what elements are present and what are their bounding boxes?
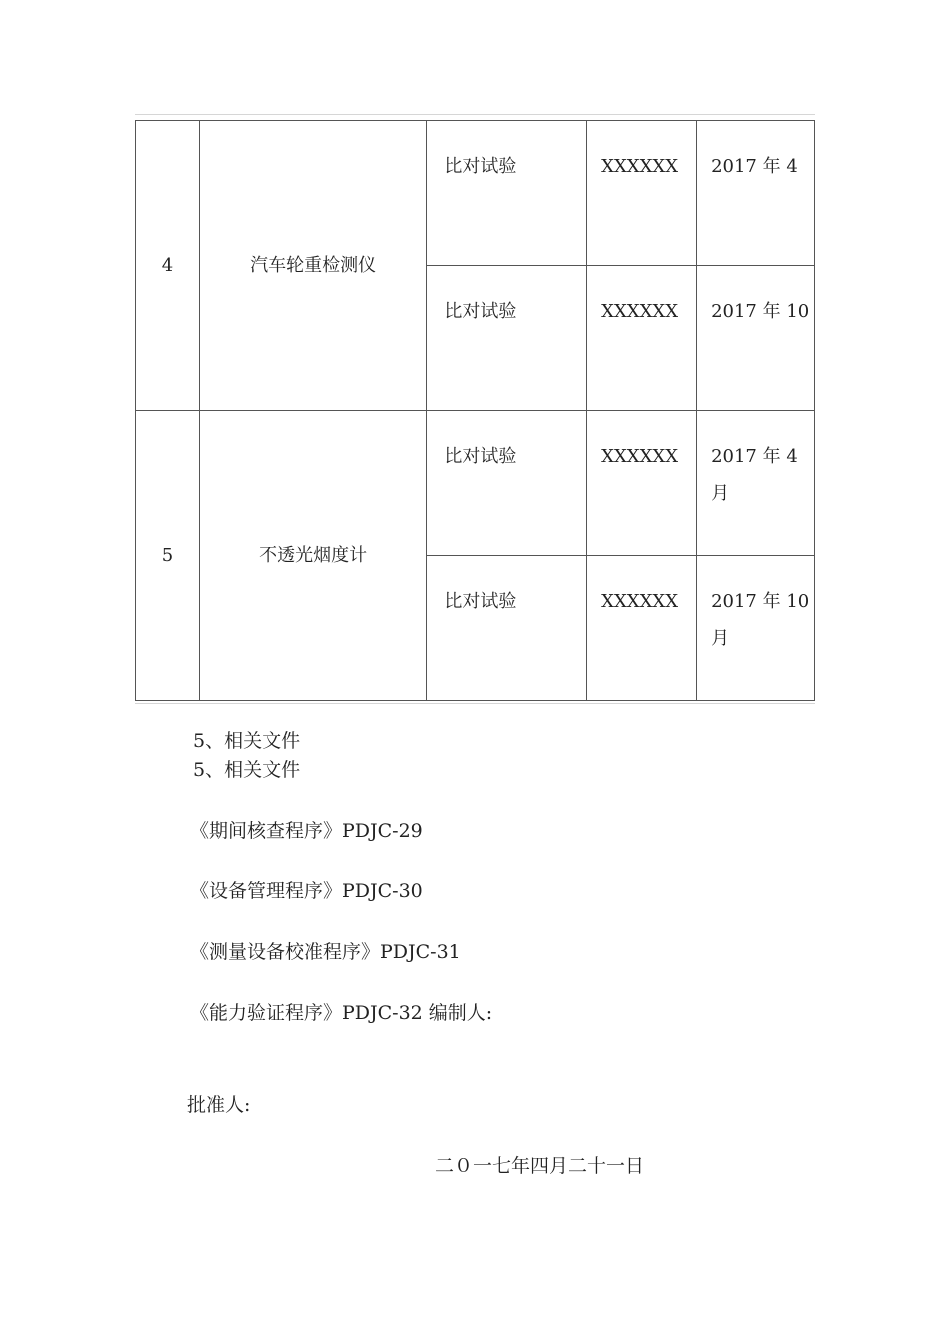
code-cell: XXXXXX — [587, 121, 697, 266]
item-number: 4 — [136, 121, 200, 411]
table-row — [136, 121, 815, 266]
reference-item: 《设备管理程序》PDJC-30 — [190, 880, 423, 902]
date-cell: 2017 年 4 月 — [697, 411, 815, 556]
date-cell: 2017 年 10 月 — [697, 556, 815, 701]
equipment-name: 不透光烟度计 — [199, 411, 427, 701]
section-heading: 5、相关文件 — [193, 730, 301, 752]
reference-item: 《期间核查程序》PDJC-29 — [190, 820, 423, 842]
date-cell: 2017 年 4 — [697, 121, 815, 266]
section-heading-repeat: 5、相关文件 — [193, 759, 301, 781]
date-cell: 2017 年 10 — [697, 266, 815, 411]
equipment-name: 汽车轮重检测仪 — [199, 121, 427, 411]
table-row — [136, 411, 815, 556]
code-cell: XXXXXX — [587, 266, 697, 411]
plan-table-frame — [135, 114, 815, 704]
item-number: 5 — [136, 411, 200, 701]
method-cell: 比对试验 — [427, 556, 587, 701]
method-cell: 比对试验 — [427, 121, 587, 266]
method-cell: 比对试验 — [427, 266, 587, 411]
reference-item-with-author: 《能力验证程序》PDJC-32 编制人: — [190, 1002, 493, 1024]
plan-table — [135, 120, 815, 701]
reference-item: 《测量设备校准程序》PDJC-31 — [190, 941, 461, 963]
code-cell: XXXXXX — [587, 411, 697, 556]
code-cell: XXXXXX — [587, 556, 697, 701]
approver-label: 批准人: — [187, 1094, 251, 1116]
method-cell: 比对试验 — [427, 411, 587, 556]
document-date: 二０一七年四月二十一日 — [435, 1155, 645, 1177]
